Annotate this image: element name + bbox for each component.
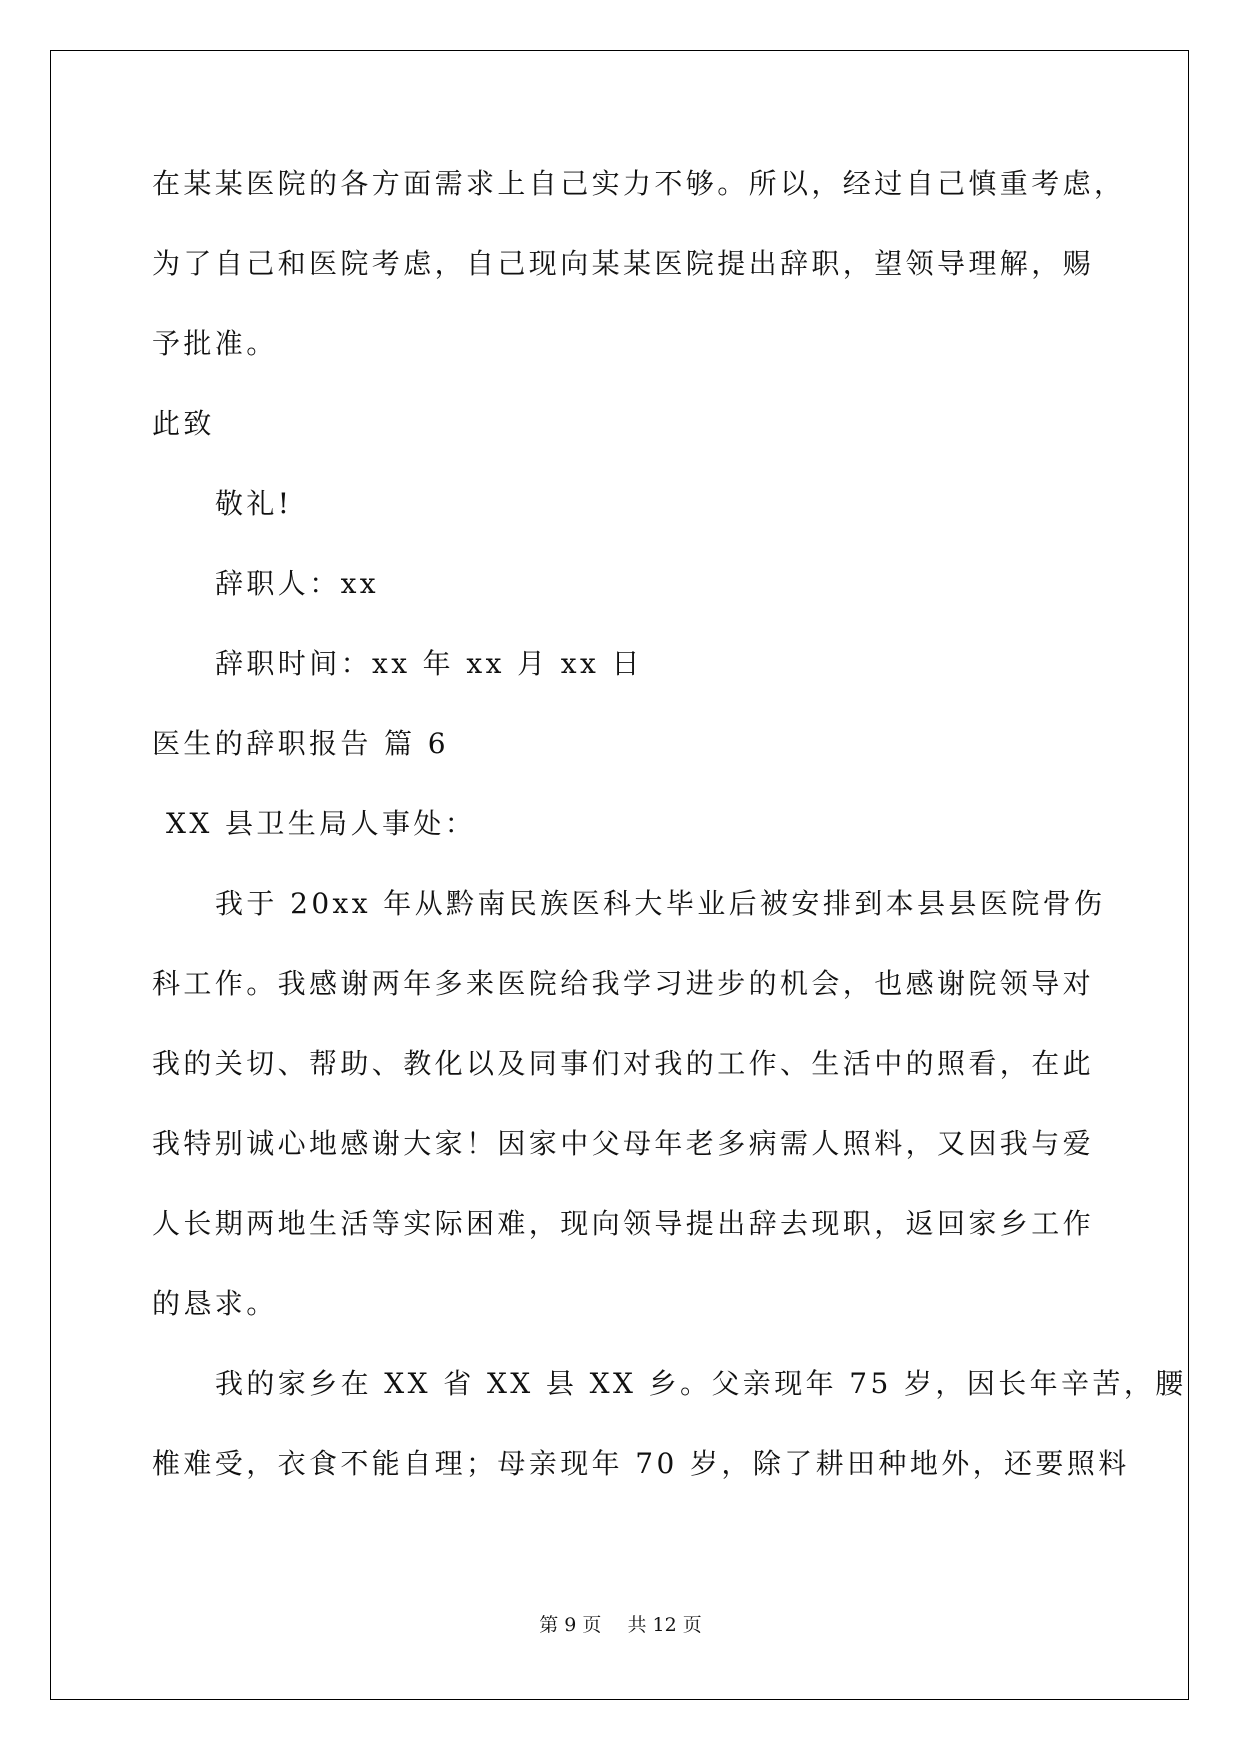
resigner-line: 辞职人：xx	[215, 567, 379, 600]
paragraph-line: 椎难受，衣食不能自理；母亲现年 70 岁，除了耕田种地外，还要照料	[152, 1447, 1130, 1480]
addressee-line: XX 县卫生局人事处：	[166, 807, 477, 840]
page-footer	[0, 1610, 1241, 1637]
paragraph-line: 在某某医院的各方面需求上自己实力不够。所以，经过自己慎重考虑，	[152, 167, 1126, 200]
resign-date-line: 辞职时间：xx 年 xx 月 xx 日	[215, 647, 643, 680]
page-number: 第 9 页	[539, 1614, 602, 1636]
paragraph-line: 科工作。我感谢两年多来医院给我学习进步的机会，也感谢院领导对	[152, 967, 1095, 1000]
closing-line: 敬礼!	[215, 487, 293, 520]
salutation-line: 此致	[152, 407, 215, 440]
section-heading: 医生的辞职报告 篇 6	[152, 727, 450, 760]
document-body	[152, 162, 1187, 1522]
paragraph-line: 我于 20xx 年从黔南民族医科大毕业后被安排到本县县医院骨伤	[215, 887, 1106, 920]
page-total: 共 12 页	[627, 1614, 702, 1636]
paragraph-line: 予批准。	[152, 327, 278, 360]
paragraph-line: 人长期两地生活等实际困难，现向领导提出辞去现职，返回家乡工作	[152, 1207, 1095, 1240]
paragraph-line: 我特别诚心地感谢大家！因家中父母年老多病需人照料，又因我与爱	[152, 1127, 1095, 1160]
paragraph-line: 的恳求。	[152, 1287, 278, 1320]
paragraph-line: 我的关切、帮助、教化以及同事们对我的工作、生活中的照看，在此	[152, 1047, 1095, 1080]
paragraph-line: 为了自己和医院考虑，自己现向某某医院提出辞职，望领导理解，赐	[152, 247, 1095, 280]
paragraph-line: 我的家乡在 XX 省 XX 县 XX 乡。父亲现年 75 岁，因长年辛苦，腰	[215, 1367, 1187, 1400]
